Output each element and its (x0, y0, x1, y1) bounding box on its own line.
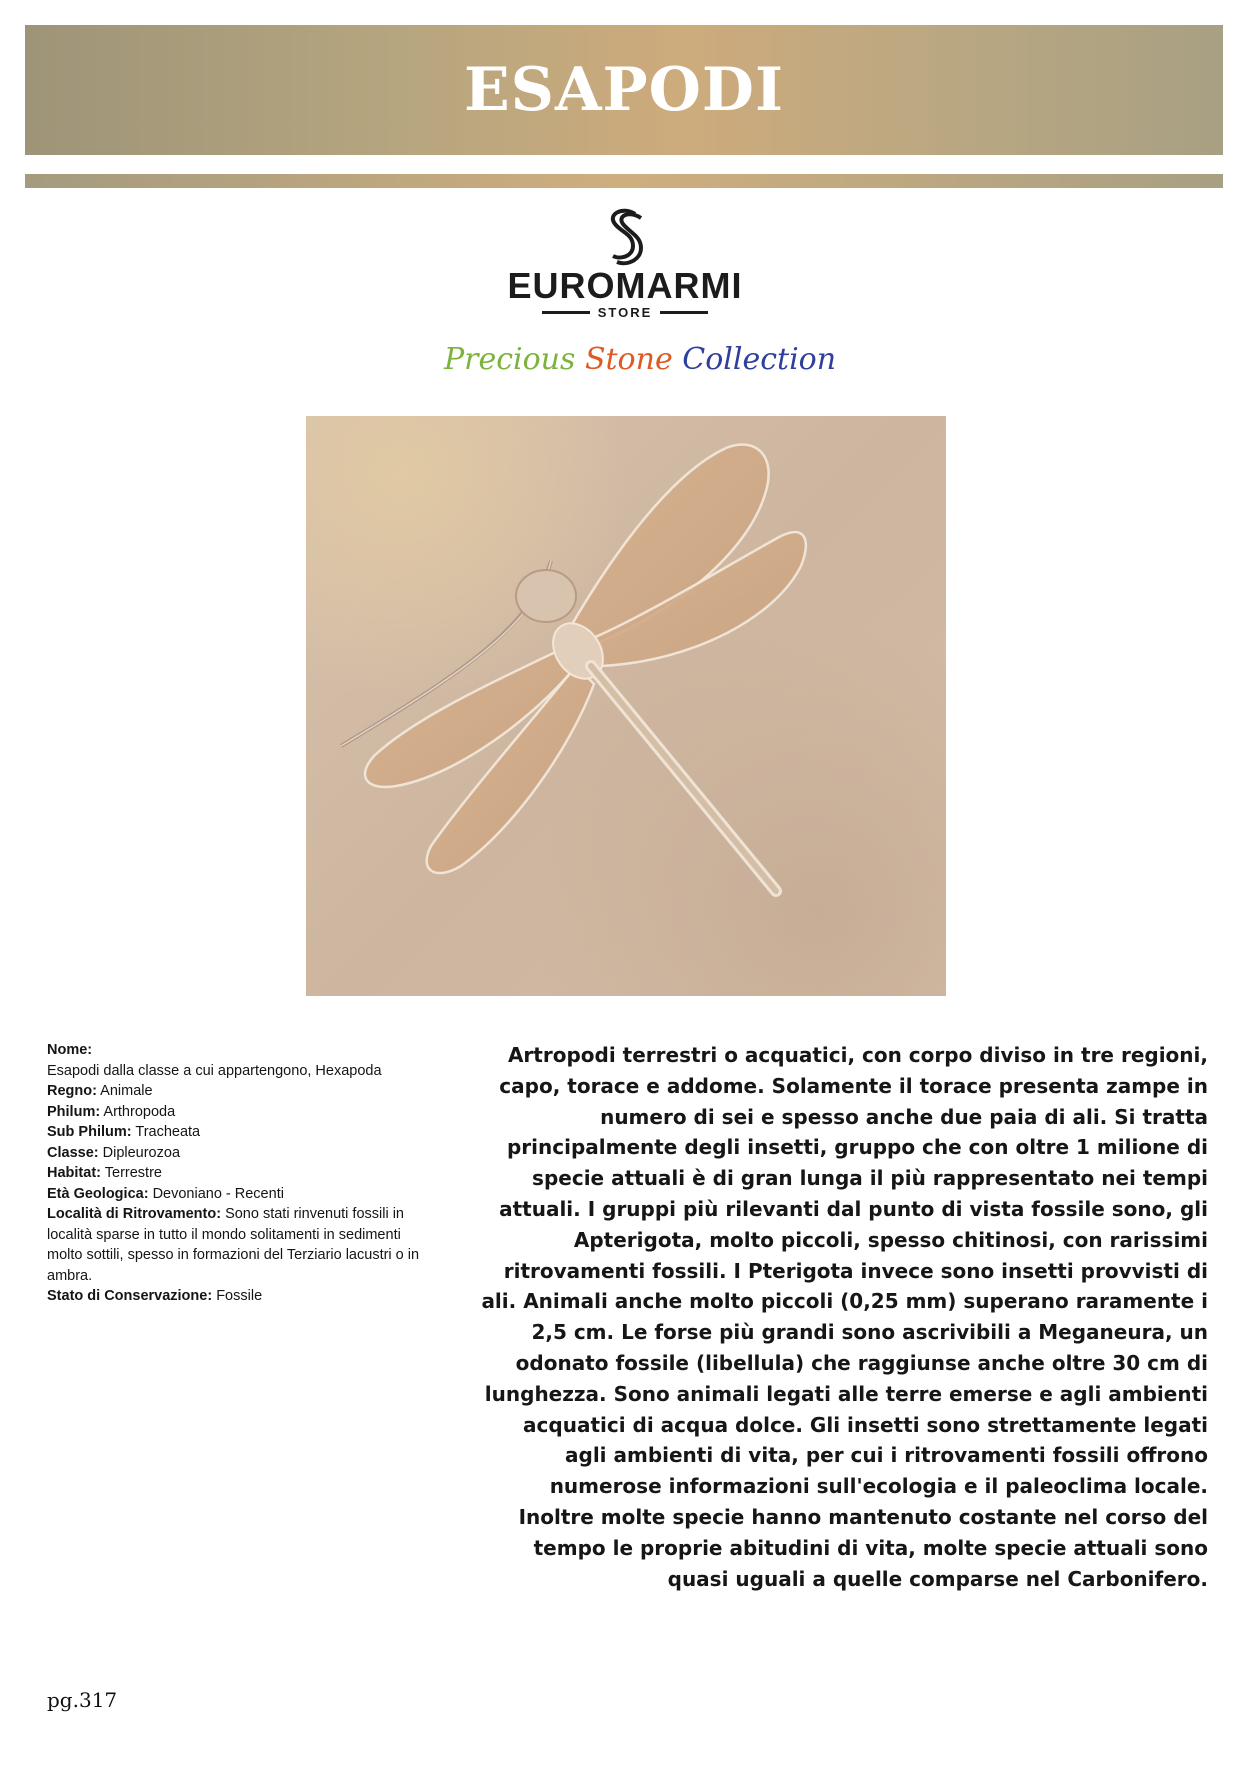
fact-regno (47, 1081, 427, 1102)
logo-s-icon (603, 208, 647, 266)
logo-sub-row (500, 305, 750, 320)
fact-localita-label: Località di Ritrovamento: (47, 1206, 222, 1222)
fact-eta-label: Età Geologica: (47, 1185, 149, 1202)
fact-localita (47, 1204, 427, 1286)
fact-classe-label: Classe: (47, 1144, 99, 1161)
euromarmi-logo (500, 208, 750, 320)
logo-brand-name: EUROMARMI (507, 265, 743, 306)
fact-philum-value: Arthropoda (103, 1103, 176, 1120)
fact-habitat-label: Habitat: (47, 1165, 101, 1181)
fact-stato (47, 1286, 427, 1307)
fact-sheet (47, 1040, 427, 1307)
fact-classe-value: Dipleurozoa (102, 1144, 181, 1161)
fact-subphilum-label: Sub Philum: (47, 1124, 132, 1140)
logo-sub-label: STORE (597, 305, 653, 320)
tagline-word-precious: Precious (443, 342, 576, 377)
page-number: pg.317 (47, 1688, 118, 1712)
logo-rule-right (660, 311, 708, 314)
header-divider (25, 174, 1223, 188)
fact-habitat-value: Terrestre (104, 1165, 162, 1181)
tagline-word-stone: Stone (584, 342, 673, 377)
fact-philum-label: Philum: (47, 1103, 101, 1120)
fact-nome-value-row (47, 1061, 427, 1082)
fact-localita-value: Sono stati rinvenuti fossili in località sparse in tutto il mondo solitamenti in sedimenti molto sottili, spesso in formazioni del Terziario lacustri o in ambra. (47, 1206, 420, 1284)
fact-eta-value: Devoniano - Recenti (152, 1185, 284, 1202)
fact-subphilum-value: Tracheata (135, 1124, 201, 1140)
fossil-photo (306, 416, 946, 996)
title-banner (25, 25, 1223, 155)
fact-nome (47, 1040, 427, 1061)
fact-nome-value: Esapodi dalla classe a cui appartengono, Hexapoda (47, 1062, 382, 1079)
tagline-word-collection: Collection (682, 342, 837, 377)
fact-eta (47, 1184, 427, 1205)
fact-stato-label: Stato di Conservazione: (47, 1288, 213, 1304)
fact-philum (47, 1102, 427, 1123)
fact-subphilum (47, 1122, 427, 1143)
fact-classe (47, 1143, 427, 1164)
fact-stato-value: Fossile (216, 1288, 263, 1304)
fact-nome-label: Nome: (47, 1042, 93, 1058)
fact-regno-label: Regno: (47, 1083, 97, 1099)
fact-regno-value: Animale (100, 1083, 153, 1099)
logo-rule-left (542, 311, 590, 314)
page-title: ESAPODI (463, 55, 785, 125)
description-text: Artropodi terrestri o acquatici, con corpo diviso in tre regioni, capo, torace e addome. Solamente il torace presenta zampe in numero di sei e spesso anche due paia di ali. Si tratta principalmente degli insetti, gruppo che con oltre 1 milione di specie attuali è di gran lunga il più rappresentato nei tempi attuali. I gruppi più rilevanti dal punto di vista fossile sono, gli Apterigota, molto piccoli, spesso chitinosi, con rarissimi ritrovamenti fossili. I Pterigota invece sono insetti provvisti di ali. Animali anche molto piccoli (0,25 mm) superano raramente i 2,5 cm. Le forse più grandi sono ascrivibili a Meganeura, un odonato fossile (libellula) che raggiunse anche oltre 30 cm di lunghezza. Sono animali legati alle terre emerse e agli ambienti acquatici di acqua dolce. Gli insetti sono strettamente legati agli ambienti di vita, per cui i ritrovamenti fossili offrono numerose informazioni sull'ecologia e il paleoclima locale. Inoltre molte specie hanno mantenuto costante nel corso del tempo le proprie abitudini di vita, molte specie attuali sono quasi uguali a quelle comparse nel Carbonifero. (481, 1043, 1208, 1591)
collection-tagline (440, 342, 840, 377)
dragonfly-fossil-image (306, 416, 946, 996)
fact-habitat (47, 1163, 427, 1184)
